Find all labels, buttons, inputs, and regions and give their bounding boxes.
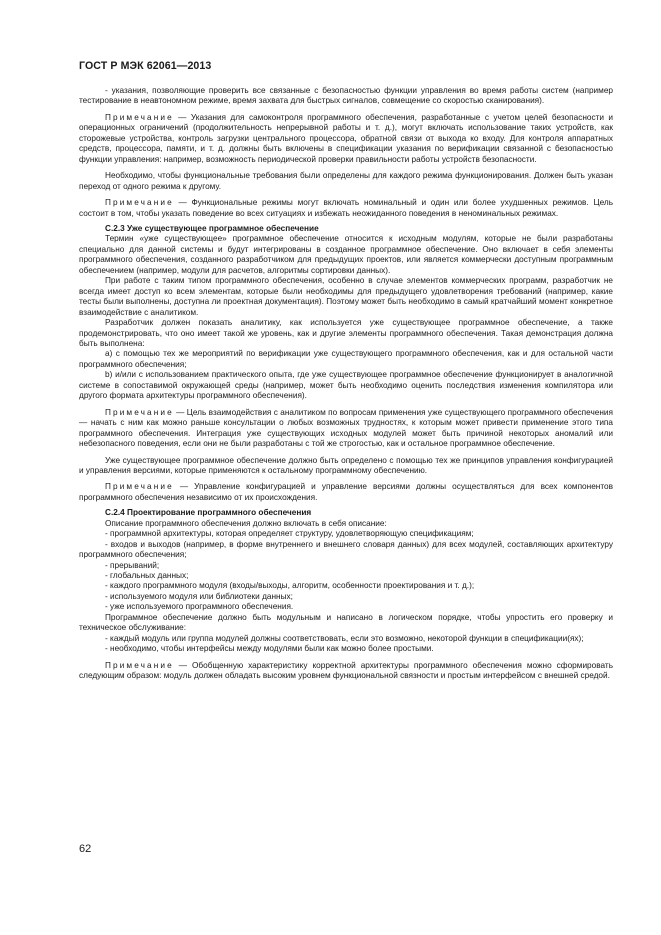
note-paragraph: Примечание — Обобщенную характеристику корректной архитектуры программного обеспечения можно сформировать следующим образом: модуль должен обладать высоким уровнем функциональной связности и простым интерфейсом с внешней средой. [79, 660, 614, 681]
list-item: a) с помощью тех же мероприятий по верификации уже существующего программного обеспечения, как и для остальной части программного обеспечения; [79, 349, 613, 369]
document-header: ГОСТ Р МЭК 62061—2013 [79, 60, 212, 72]
note-label: Примечание [105, 660, 174, 670]
note-paragraph: Примечание — Функциональные режимы могут включать номинальный и один или более ухудшенных режимов. Цель состоит в том, чтобы указать поведение во всех ситуациях и избежать неожиданного поведения в неноминальных режимах. [79, 198, 613, 218]
paragraph: Разработчик должен показать аналитику, как используется уже существующее программное обеспечение, а также продемонстрировать, что оно имеет такой же уровень, как и другие элементы программного обеспечения. Такая демонстрация должна быть выполнена: [79, 318, 613, 348]
document-body [79, 86, 613, 682]
note-label: Примечание [105, 112, 174, 122]
section-heading: C.2.4 Проектирование программного обеспечения [105, 508, 312, 518]
note-paragraph: Примечание — Цель взаимодействия с аналитиком по вопросам применения уже существующего программного обеспечения — начать с ним как можно раньше консультации о любых возможных трудностях, к которым может привести применение этого типа программного обеспечения. Интеграция уже существующих исходных модулей может быть причиной некоторых аномалий или небезопасного поведения, если они не были разработаны с той же строгостью, как и остальное программное обеспечение. [79, 407, 613, 449]
paragraph: Термин «уже существующее» программное обеспечение относится к исходным модулям, которые не были разработаны специально для данной системы и будут интегрированы в созданное программное обеспечение. Оно включает в себя элементы программного обеспечения, созданного разработчиком для предыдущих проектов, или является коммерчески доступным программным обеспечением (например, модули для расчетов, алгоритмы сортировки данных). [79, 234, 613, 275]
list-item: - уже используемого программного обеспечения. [105, 602, 294, 612]
paragraph: Описание программного обеспечения должно включать в себя описание: [105, 518, 387, 528]
note-label: Примечание [105, 407, 174, 417]
note-paragraph: Примечание — Управление конфигурацией и управление версиями должны осуществляться для всех компонентов программного обеспечения независимо от их происхождения. [79, 482, 613, 502]
list-item: - каждый модуль или группа модулей должны соответствовать, если это возможно, некоторой функции в спецификации(ях); [105, 633, 584, 643]
note-label: Примечание [105, 482, 174, 492]
section-heading: C.2.3 Уже существующее программное обеспечение [105, 223, 319, 233]
list-item: - каждого программного модуля (входы/выходы, алгоритм, особенности проектирования и т. д.); [105, 581, 475, 591]
paragraph: Уже существующее программное обеспечение должно быть определено с помощью тех же принципов управления конфигурацией и управления версиями, которые применяются к остальному программному обеспечению. [79, 455, 613, 475]
list-item: - программной архитектуры, которая определяет структуру, удовлетворяющую спецификациям; [105, 529, 474, 539]
note-label: Примечание [105, 198, 174, 208]
list-item: b) и/или с использованием практического опыта, где уже существующее программное обеспечение функционирует в аналогичной системе в сопоставимой окружающей среды (например, может быть необходимо оценить последствия изменения компилятора или другого формата архитектуры программного обеспечения). [79, 370, 613, 401]
list-item: - входов и выходов (например, в форме внутреннего и внешнего словаря данных) для всех модулей, составляющих архитектуру программного обеспечения; [79, 539, 613, 560]
note-paragraph: Примечание — Указания для самоконтроля программного обеспечения, разработанные с учетом целей безопасности и операционных ограничений (продолжительность непрерывной работы и т. д.), могут включать использование таких устройств, как сторожевые устройства, контроль загрузки центрального процессора, обратной связи от выхода ко входу. Для контроля аппаратных средств, процессора, памяти, и т. д. должны быть включены в спецификации указания по верификации связанной с безопасностью функции управления: например, возможность периодической проверки правильности работы устройств безопасности. [79, 112, 614, 164]
paragraph: Программное обеспечение должно быть модульным и написано в логическом порядке, чтобы упростить его проверку и техническое обслуживание: [79, 612, 613, 633]
list-item: - используемого модуля или библиотеки данных; [105, 591, 293, 601]
list-item: - необходимо, чтобы интерфейсы между модулями были как можно более простыми. [105, 644, 434, 654]
page-number: 62 [79, 843, 92, 855]
paragraph: Необходимо, чтобы функциональные требования были определены для каждого режима функционирования. Должен быть указан переход от одного режима к другому. [79, 171, 613, 191]
paragraph: При работе с таким типом программного обеспечения, особенно в случае элементов коммерческих программ, разработчик не всегда имеет доступ ко всем элементам, которые были необходимы для предыдущего удовлетворения требований (например, какие тесты были выполнены, доступна ли проектная документация). Поэтому может быть необходимо в самый кратчайший момент конкретное взаимодействие с аналитиком. [79, 276, 613, 317]
list-item: - глобальных данных; [105, 571, 189, 581]
list-item: - прерываний; [105, 560, 160, 570]
paragraph: - указания, позволяющие проверить все связанные с безопасностью функции управления во время работы систем (например тестирование в неавтономном режиме, время захвата для быстрых сигналов, совмещение со скоростью сканирования). [79, 86, 613, 106]
